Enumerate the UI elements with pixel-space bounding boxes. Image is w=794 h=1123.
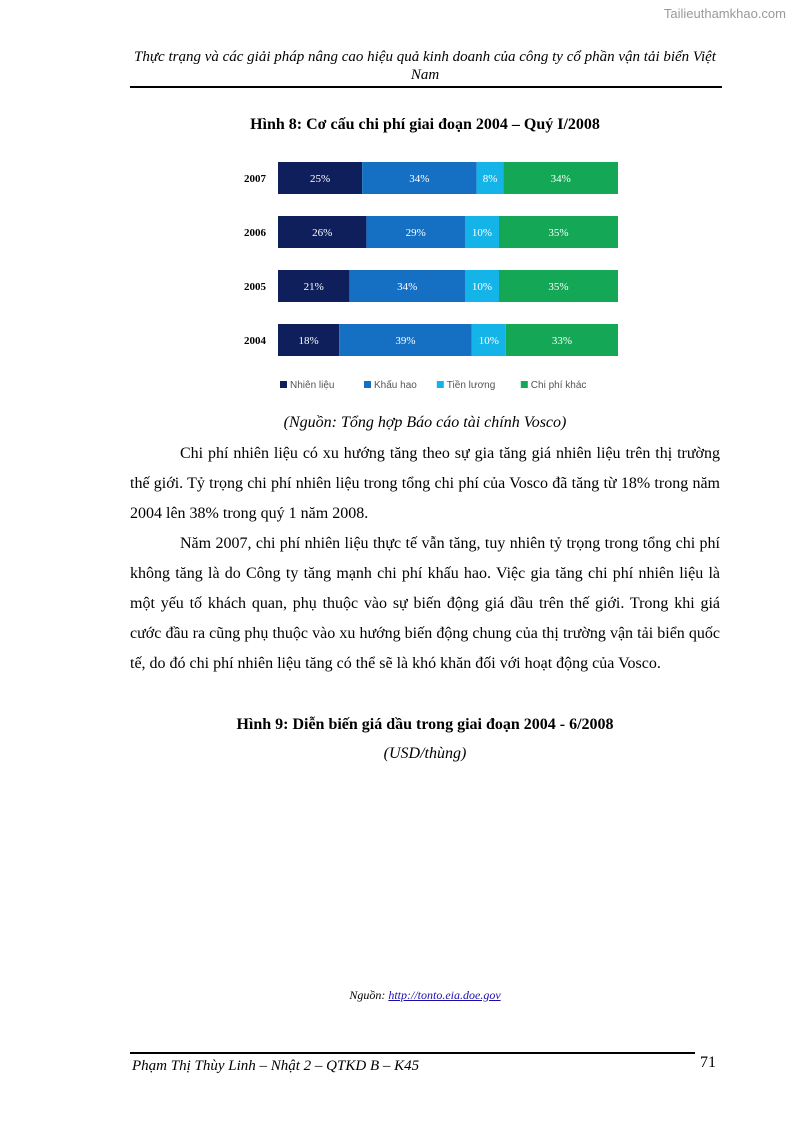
page-number: 71: [700, 1054, 716, 1071]
data-label-2007-series-1: 34%: [409, 173, 430, 185]
data-label-2007-series-0: 25%: [309, 173, 331, 185]
legend-label-3: Chi phí khác: [530, 380, 587, 391]
legend-swatch-3: [521, 381, 528, 388]
data-label-2004-series-2: 10%: [478, 335, 499, 347]
header-divider: [130, 86, 722, 88]
cost-structure-chart: [228, 152, 628, 402]
data-label-2004-series-1: 39%: [395, 335, 416, 347]
data-label-2006-series-2: 10%: [471, 227, 493, 239]
legend-label-2: Tiền lương: [446, 380, 496, 391]
legend-swatch-1: [364, 381, 371, 388]
data-label-2007-series-3: 34%: [550, 173, 571, 185]
data-label-2007-series-2: 8%: [482, 173, 498, 185]
footer-divider: [130, 1052, 695, 1054]
source-prefix: Nguồn:: [349, 988, 389, 1002]
data-label-2004-series-0: 18%: [298, 335, 319, 347]
category-label-2006: 2006: [244, 227, 266, 239]
figure-8-title: Hình 8: Cơ cấu chi phí giai đoạn 2004 – Quý I/2008: [250, 116, 600, 133]
watermark: Tailieuthamkhao.com: [663, 6, 786, 21]
category-label-2005: 2005: [244, 281, 266, 293]
figure-9-title: Hình 9: Diễn biến giá dầu trong giai đoạn 2004 - 6/2008: [236, 716, 614, 733]
body-text: [130, 439, 720, 679]
figure-8-source: (Nguồn: Tổng hợp Báo cáo tài chính Vosco): [283, 414, 567, 431]
data-label-2006-series-1: 29%: [405, 227, 426, 239]
data-label-2005-series-1: 34%: [397, 281, 418, 293]
category-label-2004: 2004: [244, 335, 266, 347]
legend-label-1: Khấu hao: [374, 380, 417, 391]
running-header: Thực trạng và các giải pháp nâng cao hiệu quả kinh doanh của công ty cổ phần vận tải biển Việt Nam: [134, 49, 716, 83]
figure-9-source: [130, 988, 720, 1003]
legend-swatch-2: [437, 381, 444, 388]
source-link[interactable]: http://tonto.eia.doe.gov: [388, 988, 501, 1002]
data-label-2006-series-0: 26%: [312, 227, 333, 239]
data-label-2005-series-0: 21%: [303, 281, 324, 293]
data-label-2006-series-3: 35%: [548, 227, 569, 239]
figure-9-unit: (USD/thùng): [383, 745, 467, 762]
legend-swatch-0: [280, 381, 287, 388]
data-label-2004-series-3: 33%: [551, 335, 572, 347]
footer-author: Phạm Thị Thùy Linh – Nhật 2 – QTKD B – K45: [132, 1058, 420, 1074]
category-label-2007: 2007: [244, 173, 266, 185]
paragraph-2: Năm 2007, chi phí nhiên liệu thực tế vẫn tăng, tuy nhiên tỷ trọng trong tổng chi phí không tăng là do Công ty tăng mạnh chi phí khấu hao. Việc gia tăng chi phí nhiên liệu là một yếu tố khách quan, phụ thuộc vào sự biến động giá dầu trên thế giới. Trong khi giá cước đầu ra cũng phụ thuộc vào xu hướng biến động chung của thị trường vận tải biển quốc tế, do đó chi phí nhiên liệu tăng có thể sẽ là khó khăn đối với hoạt động của Vosco.: [130, 535, 720, 672]
paragraph-1: Chi phí nhiên liệu có xu hướng tăng theo sự gia tăng giá nhiên liệu trên thị trường thế giới. Tỷ trọng chi phí nhiên liệu trong tổng chi phí của Vosco đã tăng từ 18% trong năm 2004 lên 38% trong quý 1 năm 2008.: [130, 445, 720, 522]
legend-label-0: Nhiên liệu: [290, 380, 335, 391]
data-label-2005-series-2: 10%: [471, 281, 493, 293]
data-label-2005-series-3: 35%: [548, 281, 569, 293]
